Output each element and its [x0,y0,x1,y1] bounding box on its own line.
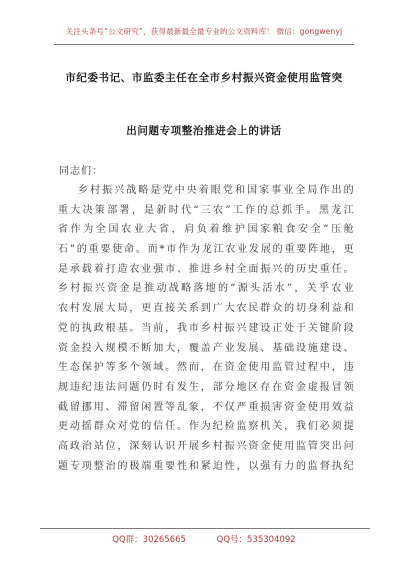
body-line: 是承载着打造农业强市、推进乡村全面振兴的历史重任。 [58,263,354,275]
body-line: 乡村振兴战略是党中央着眼党和国家事业全局作出的 [78,185,354,196]
body-line: 规违纪违法问题仍时有发生，部分地区存在资金虚报冒领 [58,381,354,393]
body-line: 石”的重要使命。而*市作为龙江农业发展的重要阵地，更 [58,244,354,256]
body-text [58,181,354,476]
header-divider [54,44,354,45]
body-line: 资金投入规模不断加大，覆盖产业发展、基础设施建设、 [58,342,354,354]
body-line: 题专项整治的极端重要性和紧迫性，以强有力的监督执纪 [58,460,354,472]
body-line: 乡村振兴资金是推动战略落地的“源头活水”，关乎农业 [58,283,354,295]
body-line: 截留挪用、滞留闲置等乱象，不仅严重损害资金使用效益 [58,401,354,413]
body-line: 党的执政根基。当前，我市乡村振兴建设正处于关键阶段 [58,322,354,334]
body-line: 高政治站位，深刻认识开展乡村振兴资金使用监管突出问 [58,440,354,452]
document-title-line-2: 出问题专项整治推进会上的讲话 [126,125,282,137]
header-banner: 关注头条号“公文研究”，获得最新最全最专业的公文资料库！ 微信：gongwenyj [65,27,343,36]
footer-qq-group: QQ群：30265665 [112,535,186,545]
body-line: 重大决策部署，是新时代“三农”工作的总抓手。黑龙江 [58,204,354,216]
footer-qq-number: QQ号：535304092 [216,535,296,545]
body-line: 生态保护等多个领域。然而，在资金使用监管过程中，违 [58,362,354,374]
body-line: 更动摇群众对党的信任。作为纪检监察机关，我们必须提 [58,421,354,433]
footer-contact [0,533,408,545]
document-title-line-1: 市纪委书记、市监委主任在全市乡村振兴资金使用监管突 [65,72,343,84]
body-line: 农村发展大局，更直接关系到广大农民群众的切身利益和 [58,303,354,315]
footer-divider [40,528,370,529]
body-line: 省作为全国农业大省，肩负着维护国家粮食安全“压舱 [58,224,354,236]
salutation: 同志们： [59,166,103,177]
